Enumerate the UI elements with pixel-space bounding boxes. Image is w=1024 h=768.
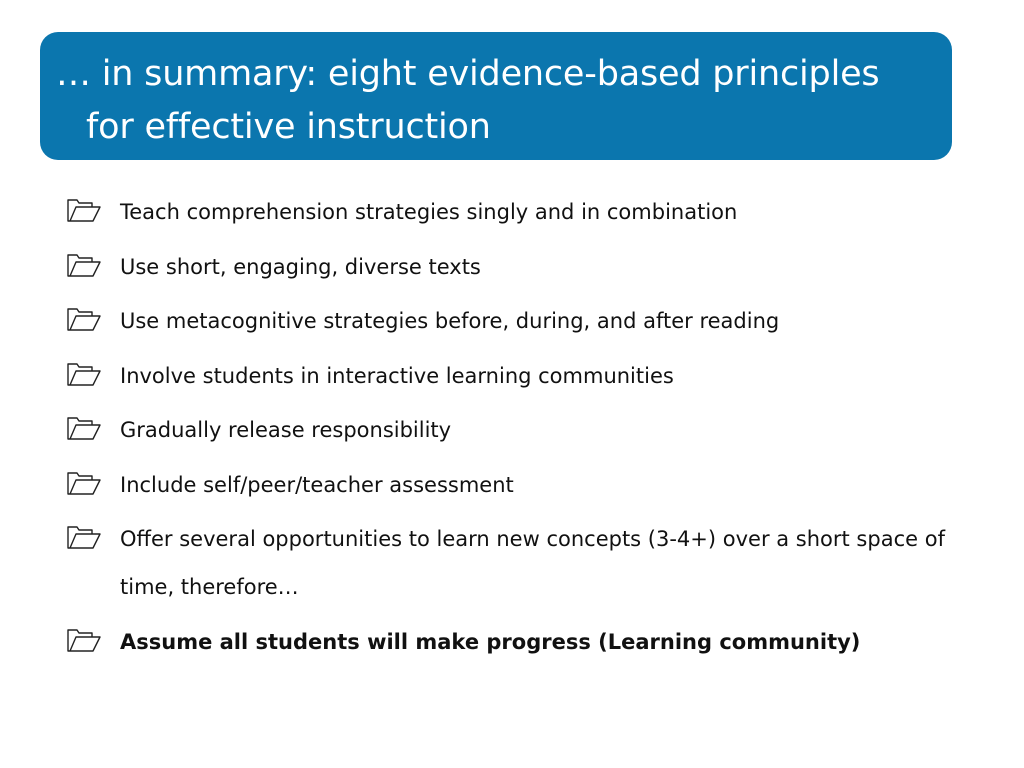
bullet-item (64, 515, 964, 611)
folder-icon (66, 307, 102, 333)
bullet-text: Include self/peer/teacher assessment (120, 472, 514, 497)
bullet-item (64, 406, 964, 454)
bullet-item (64, 352, 964, 400)
bullet-item (64, 297, 964, 345)
slide-title-line-1: … in summary: eight evidence-based principles (56, 54, 880, 94)
bullet-text: Use metacognitive strategies before, during, and after reading (120, 309, 780, 333)
bullet-text: Involve students in interactive learning communities (120, 363, 674, 388)
slide-title-line-2: for effective instruction (86, 107, 491, 147)
folder-icon (66, 362, 102, 388)
bullet-text: Offer several opportunities to learn new concepts (3-4+) over a short space of time, therefore… (120, 527, 945, 599)
bullet-text: Use short, engaging, diverse texts (120, 254, 481, 279)
folder-icon (66, 628, 102, 654)
bullet-text: Teach comprehension strategies singly and in combination (120, 200, 738, 224)
folder-icon (66, 416, 102, 442)
bullet-text: Gradually release responsibility (120, 418, 452, 442)
title-banner (40, 32, 952, 160)
bullet-text: Assume all students will make progress (Learning community) (120, 629, 861, 654)
bullet-item (64, 243, 964, 291)
folder-icon (66, 253, 102, 279)
folder-icon (66, 525, 102, 551)
bullet-list (64, 188, 964, 672)
bullet-item (64, 461, 964, 509)
bullet-item (64, 188, 964, 236)
folder-icon (66, 471, 102, 497)
folder-icon (66, 198, 102, 224)
bullet-item-emphasis (64, 618, 964, 666)
slide-title (56, 48, 932, 154)
